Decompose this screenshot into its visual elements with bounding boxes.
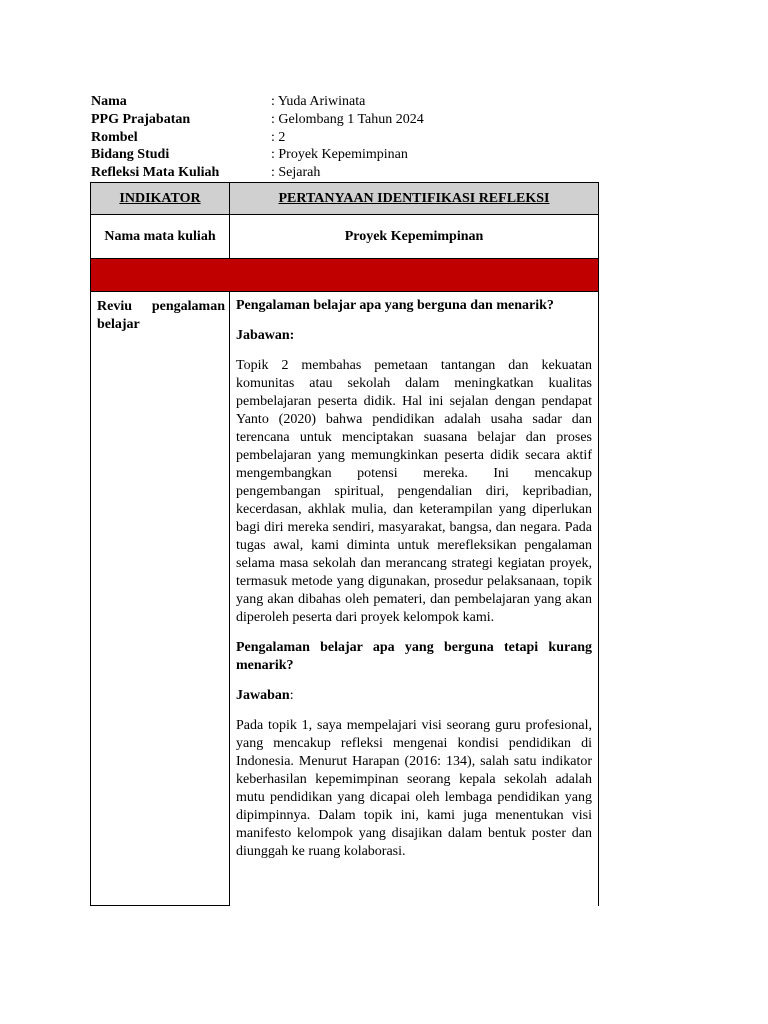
info-row-bidang-studi [91,146,424,164]
info-row-nama [91,93,424,111]
header-pertanyaan: PERTANYAAN IDENTIFIKASI REFLEKSI [230,183,599,214]
info-value: : Gelombang 1 Tahun 2024 [271,111,424,129]
answer-2-label [236,687,592,705]
info-value: : Sejarah [271,164,320,182]
question-2: Pengalaman belajar apa yang berguna tetapi kurang menarik? [236,640,592,673]
table-header-row [90,182,599,215]
info-value: : Yuda Ariwinata [271,93,365,111]
course-row [90,215,599,259]
answer-1-label-text: Jabawan: [236,328,295,343]
answer-1-text: Topik 2 membahas pemetaan tantangan dan kekuatan komunitas atau sekolah dalam meningkatkan kualitas pembelajaran peserta didik. Hal ini sejalan dengan pendapat Yanto (2020) bahwa pendidikan adalah usaha sadar dan terencana untuk menciptakan suasana belajar dan proses pembelajaran yang memungkinkan peserta didik secara aktif mengembangkan potensi mereka. Ini mencakup pengembangan spiritual, pengendalian diri, kepribadian, kecerdasan, akhlak mulia, dan keterampilan yang diperlukan bagi diri mereka sendiri, masyarakat, bangsa, dan negara. Pada tugas awal, kami diminta untuk merefleksikan pengalaman selama masa sekolah dan merancang strategi kegiatan proyek, termasuk metode yang digunakan, prosedur pelaksanaan, topik yang akan dibahas oleh pemateri, dan pembelajaran yang akan diperoleh peserta dari proyek kelompok kami. [236,358,592,625]
question-1: Pengalaman belajar apa yang berguna dan menarik? [236,298,554,313]
info-row-refleksi [91,164,424,182]
info-value: : 2 [271,129,285,147]
reflection-table [90,182,599,906]
course-name: Proyek Kepemimpinan [230,215,599,258]
review-row [90,292,599,906]
info-row-ppg [91,111,424,129]
answer-2-colon: : [289,688,294,703]
answer-1-label [236,327,592,345]
info-row-rombel [91,129,424,147]
answer-cell [230,292,599,906]
identity-block [91,93,424,182]
header-indikator: INDIKATOR [90,183,230,214]
info-label: Bidang Studi [91,147,170,163]
info-value: : Proyek Kepemimpinan [271,146,408,164]
info-label: Refleksi Mata Kuliah [91,165,220,181]
section-band [90,259,599,292]
info-label: PPG Prajabatan [91,111,191,127]
answer-2-text: Pada topik 1, saya mempelajari visi seorang guru profesional, yang mencakup refleksi mengenai kondisi pendidikan di Indonesia. Menurut Harapan (2016: 134), salah satu indikator keberhasilan kepemimpinan seorang kepala sekolah adalah mutu pendidikan yang dicapai oleh lembaga pendidikan yang dipimpinnya. Dalam topik ini, kami juga menentukan visi manifesto kelompok yang disajikan dalam bentuk poster dan diunggah ke ruang kolaborasi. [236,718,592,859]
info-label: Nama [91,94,127,109]
answer-2-label-text: Jawaban [236,688,290,703]
indicator-cell: Reviu pengalaman belajar [90,292,230,906]
course-label: Nama mata kuliah [90,215,230,258]
info-label: Rombel [91,129,138,145]
